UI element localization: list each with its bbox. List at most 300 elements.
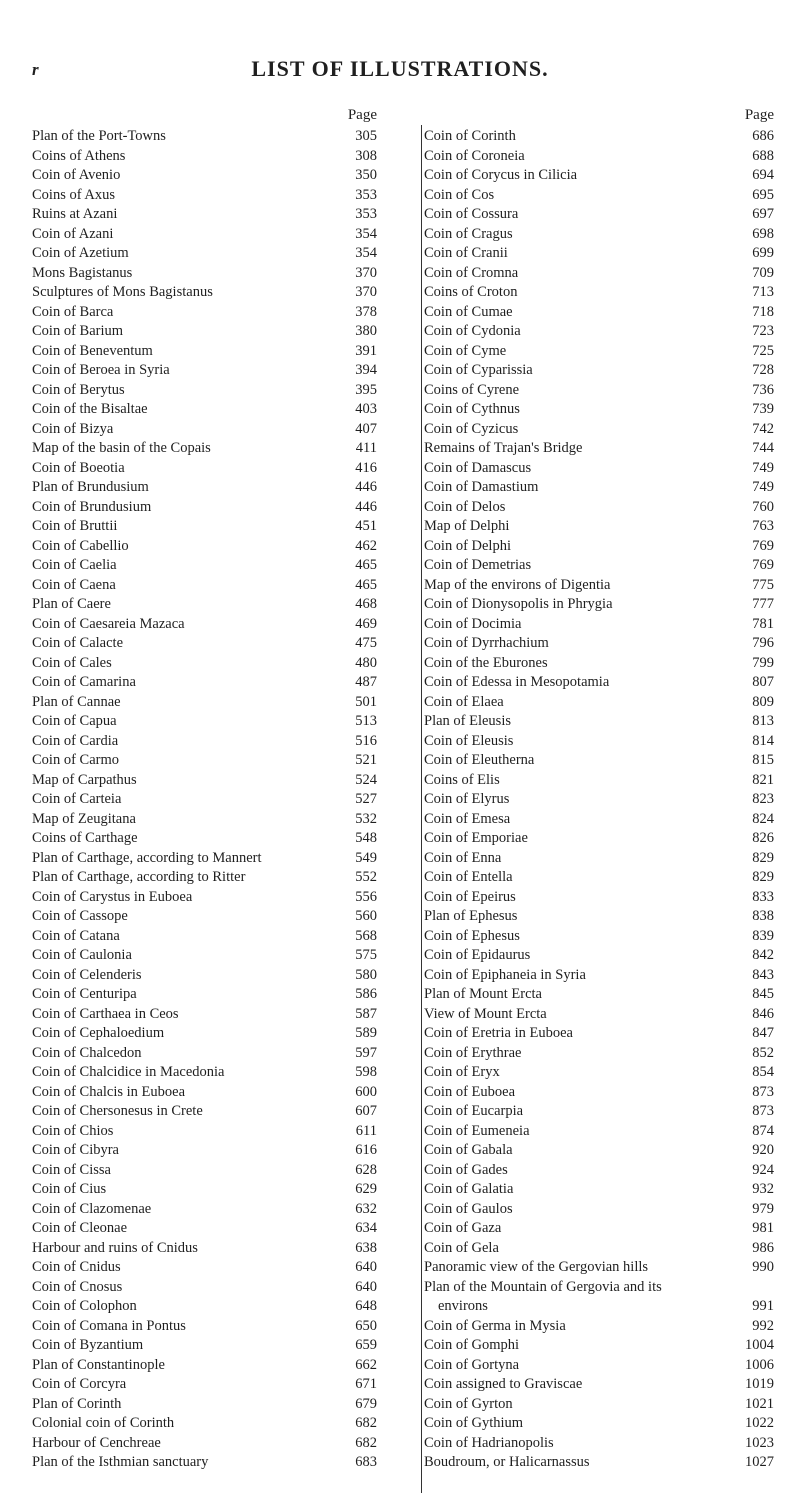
entry-title: environs xyxy=(438,1298,488,1314)
entry-page: 575 xyxy=(355,947,377,963)
list-item xyxy=(32,1141,422,1161)
list-item xyxy=(424,556,774,576)
entry-page: 1022 xyxy=(745,1415,774,1431)
entry-title: Coin of Camarina xyxy=(32,674,136,690)
entry-page: 781 xyxy=(752,615,774,632)
entry-title: Coin of Damascus xyxy=(424,459,532,476)
entry-page: 394 xyxy=(355,362,377,378)
entry-title: Coin of Gomphi xyxy=(424,1337,520,1353)
entry-title: Coin of Caena xyxy=(32,576,116,593)
entry-title: Coin of Clazomenae xyxy=(32,1200,152,1217)
entry-title: Coin of Beroea in Syria xyxy=(32,362,170,378)
list-item xyxy=(32,556,422,576)
entry-page: 446 xyxy=(355,479,377,495)
entry-title: Coin of Eumeneia xyxy=(424,1122,530,1139)
entry-title: Plan of Ephesus xyxy=(424,908,518,924)
entry-title: Plan of Carthage, according to Ritter xyxy=(32,869,246,885)
entry-page: 589 xyxy=(355,1025,377,1041)
entry-page: 839 xyxy=(752,927,774,944)
entry-page: 979 xyxy=(752,1200,774,1217)
entry-page: 694 xyxy=(752,167,774,183)
list-item xyxy=(424,244,774,264)
entry-page: 446 xyxy=(355,498,377,515)
list-item xyxy=(32,1239,422,1259)
entry-page: 699 xyxy=(752,245,774,261)
entry-page: 671 xyxy=(355,1376,377,1392)
list-item xyxy=(32,888,422,908)
entry-title: Map of Zeugitana xyxy=(32,810,136,827)
entry-page: 873 xyxy=(752,1083,774,1100)
entry-page: 353 xyxy=(355,206,377,222)
entry-title: Coin of Erythrae xyxy=(424,1044,522,1061)
list-item xyxy=(32,693,422,713)
entry-page: 713 xyxy=(752,284,774,300)
list-item xyxy=(32,537,422,557)
entry-title: Coin of Corcyra xyxy=(32,1376,127,1392)
entry-page: 775 xyxy=(752,576,774,593)
list-item xyxy=(424,771,774,791)
list-item xyxy=(424,342,774,362)
entry-title: Coin of Eretria in Euboea xyxy=(424,1025,573,1041)
list-item xyxy=(32,1414,422,1434)
entry-page: 395 xyxy=(355,381,377,398)
entry-title: Coin of Corycus in Cilicia xyxy=(424,167,578,183)
entry-page: 920 xyxy=(752,1142,774,1158)
list-item xyxy=(32,205,422,225)
list-item xyxy=(424,147,774,167)
entry-title: Coin of Gabala xyxy=(424,1142,513,1158)
entry-title: Coin of Barium xyxy=(32,323,124,339)
entry-title: Coin of Eucarpia xyxy=(424,1103,524,1119)
list-item xyxy=(32,654,422,674)
entry-title: Coin of Cephaloedium xyxy=(32,1025,165,1041)
entry-page: 568 xyxy=(355,927,377,944)
entry-title: Coin of Chalcedon xyxy=(32,1044,142,1061)
list-item xyxy=(424,985,774,1005)
entry-page: 629 xyxy=(355,1181,377,1197)
entry-page: 807 xyxy=(752,674,774,690)
entry-page: 769 xyxy=(752,557,774,573)
list-item xyxy=(32,1083,422,1103)
entry-page: 1027 xyxy=(745,1454,774,1470)
list-item xyxy=(32,946,422,966)
entry-page: 1019 xyxy=(745,1376,774,1392)
entry-title: Coin of Centuripa xyxy=(32,986,137,1002)
entry-title: Coin of Chalcidice in Macedonia xyxy=(32,1064,225,1080)
entry-title: Plan of Carthage, according to Mannert xyxy=(32,849,262,866)
entry-page: 842 xyxy=(752,947,774,963)
entry-page: 469 xyxy=(355,615,377,632)
entry-title: Coin of Gyrton xyxy=(424,1395,513,1412)
list-item xyxy=(424,322,774,342)
list-item xyxy=(32,283,422,303)
entry-title: Coin of Cyzicus xyxy=(424,420,519,437)
entry-title: Coin of Comana in Pontus xyxy=(32,1317,186,1334)
left-column xyxy=(32,107,422,1473)
list-item xyxy=(32,127,422,147)
list-item xyxy=(424,127,774,147)
list-item xyxy=(424,751,774,771)
entry-title: Coin of Ephesus xyxy=(424,927,520,944)
entry-page: 682 xyxy=(355,1415,377,1431)
entry-page: 813 xyxy=(752,713,774,729)
list-item xyxy=(32,420,422,440)
entry-title: Map of the basin of the Copais xyxy=(32,440,211,456)
list-item xyxy=(424,615,774,635)
entry-page: 763 xyxy=(752,518,774,534)
list-item xyxy=(32,732,422,752)
list-item xyxy=(424,1239,774,1259)
entry-title: Coin of the Bisaltae xyxy=(32,401,148,417)
entry-title: Coin assigned to Graviscae xyxy=(424,1376,583,1392)
entry-title: Coin of Gaza xyxy=(424,1220,502,1236)
list-item xyxy=(424,654,774,674)
entry-title: Plan of Caere xyxy=(32,596,111,612)
list-item xyxy=(424,498,774,518)
list-item xyxy=(32,498,422,518)
entry-title: Coin of Cossura xyxy=(424,206,519,222)
list-item xyxy=(32,790,422,810)
entry-page: 679 xyxy=(355,1395,377,1412)
entry-title: Coin of Eryx xyxy=(424,1064,500,1080)
list-item xyxy=(424,810,774,830)
list-item xyxy=(32,595,422,615)
entry-page: 527 xyxy=(355,791,377,807)
left-entry-list xyxy=(32,127,422,1473)
list-item xyxy=(32,1063,422,1083)
entry-page: 607 xyxy=(355,1103,377,1119)
entry-page: 814 xyxy=(752,732,774,749)
right-entry-list xyxy=(424,127,774,1473)
list-item xyxy=(32,576,422,596)
list-item xyxy=(32,868,422,888)
list-item xyxy=(424,1005,774,1025)
left-page-heading: Page xyxy=(347,107,377,123)
entry-title: Coin of Galatia xyxy=(424,1181,514,1197)
list-item xyxy=(424,1317,774,1337)
list-item xyxy=(424,537,774,557)
list-item xyxy=(424,1453,774,1473)
entry-title: Harbour of Cenchreae xyxy=(32,1434,161,1451)
entry-title: Panoramic view of the Gergovian hills xyxy=(424,1259,649,1275)
entry-title: Coin of Gela xyxy=(424,1239,499,1256)
list-item xyxy=(32,264,422,284)
entry-page: 854 xyxy=(752,1064,774,1080)
list-item xyxy=(424,400,774,420)
list-item xyxy=(424,1063,774,1083)
list-item xyxy=(32,1356,422,1376)
entry-title: Coin of Cardia xyxy=(32,732,119,749)
list-item xyxy=(32,673,422,693)
entry-title: Coin of Carteia xyxy=(32,791,122,807)
entry-page: 354 xyxy=(355,225,377,242)
entry-page: 548 xyxy=(355,830,377,846)
entry-title: Coin of Bizya xyxy=(32,420,114,437)
entry-page: 451 xyxy=(355,518,377,534)
entry-title: Coin of Azetium xyxy=(32,245,129,261)
entry-page: 873 xyxy=(752,1103,774,1119)
entry-page: 475 xyxy=(355,635,377,651)
entry-page: 380 xyxy=(355,323,377,339)
entry-page: 821 xyxy=(752,771,774,788)
entry-page: 760 xyxy=(752,498,774,515)
entry-title: Coin of Eleutherna xyxy=(424,752,535,768)
entry-title: Coins of Cyrene xyxy=(424,381,520,398)
entry-page: 728 xyxy=(752,362,774,378)
entry-title: Plan of Cannae xyxy=(32,693,121,710)
list-item xyxy=(32,1434,422,1454)
entry-title: Coin of Gaulos xyxy=(424,1200,513,1217)
entry-title: Coin of Carmo xyxy=(32,752,119,768)
entry-title: Coin of Dyrrhachium xyxy=(424,635,549,651)
list-item xyxy=(32,1278,422,1298)
list-item xyxy=(424,478,774,498)
list-item xyxy=(32,1200,422,1220)
entry-page: 616 xyxy=(355,1142,377,1158)
list-item xyxy=(424,166,774,186)
list-item xyxy=(32,1258,422,1278)
entry-title: Plan of the Port-Towns xyxy=(32,128,166,144)
entry-page: 698 xyxy=(752,225,774,242)
list-item xyxy=(32,751,422,771)
entry-title: Coin of Cos xyxy=(424,186,495,203)
entry-title: Coin of Cyparissia xyxy=(424,362,533,378)
entry-title: Coin of Brundusium xyxy=(32,498,152,515)
entry-page: 709 xyxy=(752,264,774,281)
entry-page: 990 xyxy=(752,1259,774,1275)
list-item xyxy=(424,1258,774,1278)
entry-title: Coin of Cius xyxy=(32,1181,107,1197)
entry-title: Boudroum, or Halicarnassus xyxy=(424,1454,590,1470)
entry-title: Coin of Corinth xyxy=(424,128,516,144)
entry-title: Plan of Brundusium xyxy=(32,479,149,495)
entry-page: 845 xyxy=(752,986,774,1002)
entry-page: 846 xyxy=(752,1005,774,1022)
entry-title: Coin of Cales xyxy=(32,654,112,671)
entry-page: 815 xyxy=(752,752,774,768)
list-item xyxy=(32,1375,422,1395)
list-item xyxy=(424,1102,774,1122)
entry-title: Map of Delphi xyxy=(424,518,510,534)
list-item xyxy=(32,907,422,927)
list-item xyxy=(32,1180,422,1200)
list-item xyxy=(32,1297,422,1317)
list-item xyxy=(424,1180,774,1200)
list-item xyxy=(32,225,422,245)
list-item xyxy=(424,225,774,245)
list-item xyxy=(424,1414,774,1434)
entry-title: Coin of Cythnus xyxy=(424,401,520,417)
entry-page: 986 xyxy=(752,1239,774,1256)
entry-title: Coin of Dionysopolis in Phrygia xyxy=(424,596,613,612)
list-item xyxy=(32,771,422,791)
list-item xyxy=(424,576,774,596)
entry-title: Harbour and ruins of Cnidus xyxy=(32,1239,198,1256)
corner-letter: r xyxy=(32,60,39,79)
entry-page: 697 xyxy=(752,206,774,222)
list-item xyxy=(32,322,422,342)
entry-title: Coin of Boeotia xyxy=(32,459,125,476)
list-item xyxy=(32,829,422,849)
right-column xyxy=(424,107,774,1473)
entry-title: Coins of Croton xyxy=(424,284,518,300)
entry-page: 370 xyxy=(355,264,377,281)
list-item xyxy=(424,849,774,869)
list-item xyxy=(32,244,422,264)
entry-title: Coin of Chersonesus in Crete xyxy=(32,1103,203,1119)
list-item xyxy=(32,1161,422,1181)
entry-title: Plan of the Isthmian sanctuary xyxy=(32,1454,209,1470)
list-item xyxy=(32,634,422,654)
list-item xyxy=(32,381,422,401)
entry-page: 992 xyxy=(752,1317,774,1334)
list-item xyxy=(32,615,422,635)
list-item xyxy=(32,1044,422,1064)
entry-page: 799 xyxy=(752,654,774,671)
entry-page: 744 xyxy=(752,440,774,456)
list-item xyxy=(32,985,422,1005)
entry-page: 353 xyxy=(355,186,377,203)
entry-page: 991 xyxy=(752,1298,774,1314)
entry-title: Coin of Cleonae xyxy=(32,1220,128,1236)
entry-title: Remains of Trajan's Bridge xyxy=(424,440,583,456)
entry-title: View of Mount Ercta xyxy=(424,1005,547,1022)
entry-page: 513 xyxy=(355,713,377,729)
entry-page: 532 xyxy=(355,810,377,827)
list-item xyxy=(424,1395,774,1415)
list-item xyxy=(424,205,774,225)
entry-title: Coin of Delos xyxy=(424,498,506,515)
entry-title: Coin of Elaea xyxy=(424,693,504,710)
list-item xyxy=(424,868,774,888)
entry-title: Coin of Epeirus xyxy=(424,888,516,905)
entry-title: Coin of Eleusis xyxy=(424,732,514,749)
entry-title: Ruins at Azani xyxy=(32,206,118,222)
list-item xyxy=(32,147,422,167)
entry-page: 662 xyxy=(355,1356,377,1373)
entry-page: 852 xyxy=(752,1044,774,1061)
list-item xyxy=(32,459,422,479)
entry-page: 465 xyxy=(355,557,377,573)
entry-page: 833 xyxy=(752,888,774,905)
entry-title: Coin of Chios xyxy=(32,1122,114,1139)
entry-title: Coin of Gythium xyxy=(424,1415,524,1431)
entry-title: Coin of Emesa xyxy=(424,810,511,827)
entry-title: Coin of Hadrianopolis xyxy=(424,1434,554,1451)
list-item xyxy=(32,1317,422,1337)
entry-title: Coin of Colophon xyxy=(32,1298,137,1314)
list-item xyxy=(424,1336,774,1356)
list-item xyxy=(424,1200,774,1220)
entry-page: 580 xyxy=(355,966,377,983)
entry-page: 465 xyxy=(355,576,377,593)
list-item xyxy=(424,420,774,440)
entry-title: Coin of Bruttii xyxy=(32,518,118,534)
entry-title: Mons Bagistanus xyxy=(32,264,133,281)
list-item xyxy=(424,186,774,206)
entry-page: 1006 xyxy=(745,1356,774,1373)
list-item xyxy=(424,693,774,713)
entry-title: Coin of Germa in Mysia xyxy=(424,1317,566,1334)
list-item xyxy=(424,1219,774,1239)
entry-title: Coin of Epidaurus xyxy=(424,947,531,963)
entry-title: Coin of Entella xyxy=(424,869,513,885)
entry-page: 1023 xyxy=(745,1434,774,1451)
entry-page: 823 xyxy=(752,791,774,807)
list-item xyxy=(424,673,774,693)
entry-title: Coin of Carystus in Euboea xyxy=(32,888,193,905)
entry-page: 468 xyxy=(355,596,377,612)
list-item xyxy=(32,478,422,498)
list-item xyxy=(424,1356,774,1376)
entry-title: Coin of Cnidus xyxy=(32,1259,121,1275)
entry-page: 416 xyxy=(355,459,377,476)
entry-title: Coin of Azani xyxy=(32,225,114,242)
list-item xyxy=(32,1122,422,1142)
entry-page: 736 xyxy=(752,381,774,398)
entry-title: Coin of Gortyna xyxy=(424,1356,520,1373)
entry-title: Plan of Mount Ercta xyxy=(424,986,542,1002)
entry-title: Coin of Gades xyxy=(424,1161,508,1178)
list-item xyxy=(424,381,774,401)
list-item xyxy=(32,517,422,537)
entry-page: 516 xyxy=(355,732,377,749)
entry-page: 742 xyxy=(752,420,774,437)
entry-title: Coin of Delphi xyxy=(424,537,511,554)
list-item xyxy=(424,1122,774,1142)
entry-title: Coin of Caulonia xyxy=(32,947,132,963)
entry-title: Coin of Cabellio xyxy=(32,537,129,554)
entry-page: 829 xyxy=(752,869,774,885)
list-item xyxy=(32,166,422,186)
list-item xyxy=(32,1453,422,1473)
entry-title: Coin of Cyme xyxy=(424,342,507,359)
entry-page: 638 xyxy=(355,1239,377,1256)
list-item xyxy=(424,1434,774,1454)
entry-page: 718 xyxy=(752,303,774,320)
list-item xyxy=(32,303,422,323)
entry-page: 932 xyxy=(752,1181,774,1197)
list-item xyxy=(424,1083,774,1103)
entry-page: 598 xyxy=(355,1064,377,1080)
entry-page: 796 xyxy=(752,635,774,651)
list-item xyxy=(32,439,422,459)
list-item xyxy=(424,439,774,459)
entry-page: 924 xyxy=(752,1161,774,1178)
entry-page: 650 xyxy=(355,1317,377,1334)
entry-title: Coin of Cydonia xyxy=(424,323,521,339)
entry-page: 487 xyxy=(355,674,377,690)
entry-page: 308 xyxy=(355,147,377,164)
entry-page: 723 xyxy=(752,323,774,339)
entry-title: Coin of Demetrias xyxy=(424,557,532,573)
entry-title: Coins of Axus xyxy=(32,186,115,203)
list-item xyxy=(424,283,774,303)
page-title: LIST OF ILLUSTRATIONS. xyxy=(251,56,549,81)
entry-page: 826 xyxy=(752,830,774,846)
entry-title: Coin of Epiphaneia in Syria xyxy=(424,966,586,983)
entry-title: Coin of Docimia xyxy=(424,615,522,632)
list-item xyxy=(32,1005,422,1025)
entry-page: 847 xyxy=(752,1025,774,1041)
entry-title: Coin of Cnosus xyxy=(32,1278,123,1295)
list-item xyxy=(424,1024,774,1044)
entry-title: Coin of Coroneia xyxy=(424,147,525,164)
entry-title: Coin of Caesareia Mazaca xyxy=(32,615,185,632)
list-item xyxy=(32,849,422,869)
entry-title: Coin of Berytus xyxy=(32,381,125,398)
entry-page: 597 xyxy=(355,1044,377,1061)
